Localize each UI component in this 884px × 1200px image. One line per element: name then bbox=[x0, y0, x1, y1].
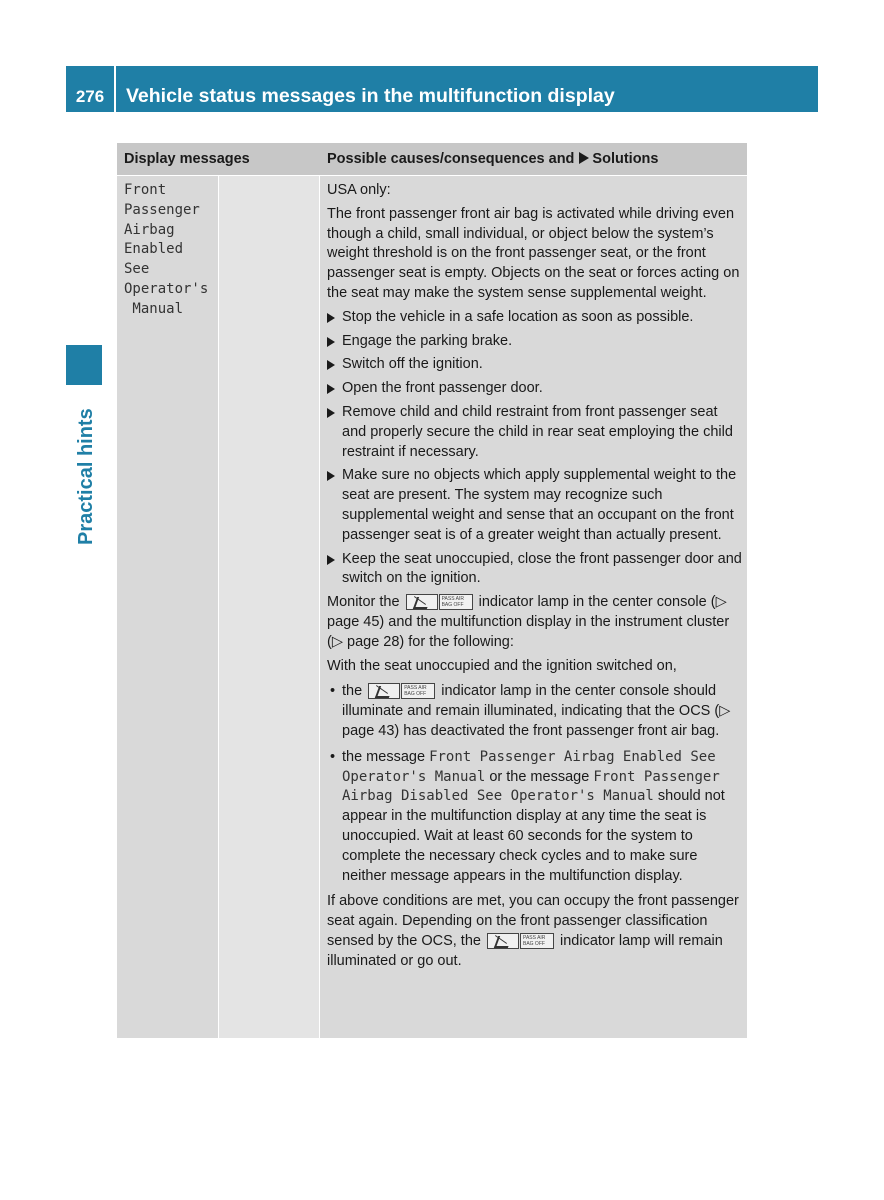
page-title: Vehicle status messages in the multifunction display bbox=[126, 85, 615, 107]
bullet2-text-b: or the message bbox=[489, 768, 590, 785]
column-header-causes bbox=[327, 151, 658, 167]
bullet1-text-a: the bbox=[342, 683, 363, 700]
solutions-content bbox=[327, 181, 743, 975]
step-text: Stop the vehicle in a safe location as soon as possible. bbox=[342, 308, 694, 325]
step-item bbox=[327, 308, 743, 328]
step-item bbox=[327, 466, 743, 545]
table-column-spacer bbox=[219, 176, 319, 1038]
step-item bbox=[327, 379, 743, 399]
step-item bbox=[327, 550, 743, 590]
bullet2-message-2: Front Passenger Airbag Disabled See Operator's Manual bbox=[342, 768, 720, 805]
final-paragraph bbox=[327, 892, 743, 971]
bullet1-text-b: indicator lamp in the center console should illuminate and remain illuminated, indicating that the OCS (▷ page 43) has deactivated the front passenger front air bag. bbox=[342, 683, 731, 739]
step-text: Keep the seat unoccupied, close the front passenger door and switch on the ignition. bbox=[342, 550, 742, 587]
monitor-paragraph bbox=[327, 593, 743, 652]
page-number: 276 bbox=[66, 66, 116, 112]
bullet-item bbox=[327, 748, 743, 887]
bullet-dot-icon: • bbox=[330, 748, 336, 765]
step-arrow-icon bbox=[327, 313, 335, 323]
step-arrow-icon bbox=[327, 384, 335, 394]
final-text-a: If above conditions are met, you can occupy the front passenger seat again. Depending on the front passenger classification sensed by the OCS, the bbox=[327, 893, 739, 949]
airbag-off-indicator-icon bbox=[406, 594, 473, 610]
step-text: Switch off the ignition. bbox=[342, 356, 483, 373]
pass-airbag-off-label: PASS AIR BAG OFF bbox=[439, 594, 473, 610]
step-item bbox=[327, 403, 743, 462]
step-text: Open the front passenger door. bbox=[342, 380, 543, 397]
solution-arrow-icon bbox=[579, 152, 589, 164]
step-arrow-icon bbox=[327, 408, 335, 418]
final-text-b: indicator lamp will remain illuminated or go out. bbox=[327, 932, 723, 969]
step-text: Engage the parking brake. bbox=[342, 332, 513, 349]
intro-text: USA only: bbox=[327, 182, 391, 198]
step-item bbox=[327, 332, 743, 352]
step-arrow-icon bbox=[327, 555, 335, 565]
passenger-airbag-icon bbox=[368, 683, 400, 699]
monitor-text-b: indicator lamp in the center console (▷ page 45) and the multifunction display in the instrument cluster (▷ page 28) for the following: bbox=[327, 594, 730, 650]
column-header-display-messages: Display messages bbox=[124, 151, 250, 167]
passenger-airbag-icon bbox=[406, 594, 438, 610]
bullet2-text-a: the message bbox=[342, 748, 426, 765]
display-message-text: Front Passenger Airbag Enabled See Operator's Manual bbox=[124, 182, 209, 317]
bullet-dot-icon: • bbox=[330, 683, 336, 700]
step-text: Remove child and child restraint from front passenger seat and properly secure the child in rear seat employing the child restraint if necessary. bbox=[342, 403, 733, 460]
bullet2-message-1: Front Passenger Airbag Enabled See Operator's Manual bbox=[342, 748, 716, 785]
step-arrow-icon bbox=[327, 337, 335, 347]
pass-airbag-off-label: PASS AIR BAG OFF bbox=[401, 683, 435, 699]
pass-airbag-off-label: PASS AIR BAG OFF bbox=[520, 933, 554, 949]
bullet2-text-c: should not appear in the multifunction display at any time the seat is unoccupied. Wait at least 60 seconds for the system to complete the necessary check cycles and to make sure neither message appears in the multifunction display. bbox=[342, 788, 725, 884]
column-header-causes-text: Possible causes/consequences and bbox=[327, 151, 575, 167]
step-arrow-icon bbox=[327, 471, 335, 481]
cause-paragraph: The front passenger front air bag is activated while driving even though a child, small individual, or object below the system’s weight threshold is on the front passenger seat, or the front passenger seat is empty. Objects on the seat or forces acting on the seat may make the system sense supplemental weight. bbox=[327, 205, 740, 301]
messages-table bbox=[117, 143, 747, 1038]
step-arrow-icon bbox=[327, 360, 335, 370]
airbag-off-indicator-icon bbox=[487, 933, 554, 949]
section-tab-marker bbox=[66, 345, 102, 385]
table-header bbox=[117, 143, 747, 176]
section-label: Practical hints bbox=[75, 408, 97, 545]
condition-text: With the seat unoccupied and the ignition switched on, bbox=[327, 657, 677, 674]
monitor-text-a: Monitor the bbox=[327, 594, 400, 611]
step-item bbox=[327, 355, 743, 375]
airbag-off-indicator-icon bbox=[368, 683, 435, 699]
page-header bbox=[66, 66, 818, 112]
bullet-item bbox=[327, 682, 743, 741]
step-text: Make sure no objects which apply supplemental weight to the seat are present. The system may recognize such supplemental weight and sense that an occupant on the front passenger seat is of a greater weight than actually present. bbox=[342, 467, 737, 543]
column-header-solutions-text: Solutions bbox=[592, 151, 659, 167]
passenger-airbag-icon bbox=[487, 933, 519, 949]
